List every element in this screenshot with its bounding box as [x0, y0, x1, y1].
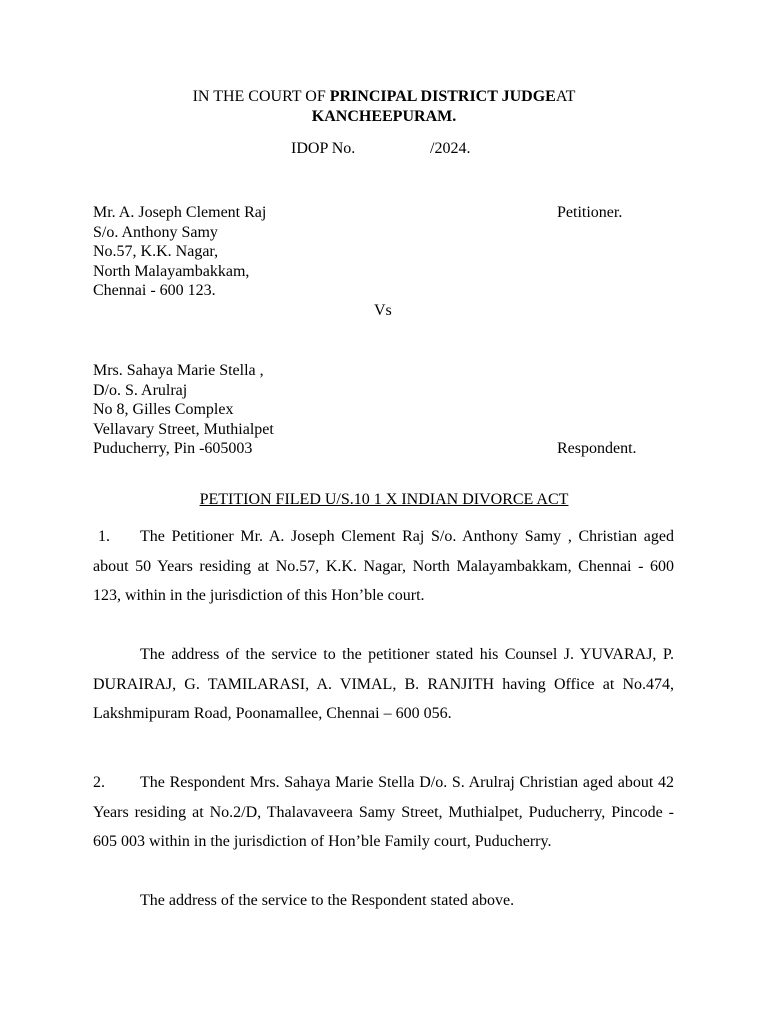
- paragraph-1-text: The Petitioner Mr. A. Joseph Clement Raj S/o. Anthony Samy , Christian aged about 50 Years residing at No.57, K.K. Nagar, North Malayambakkam, Chennai - 600 123, within in the jurisdiction of this Hon’ble court.: [93, 528, 674, 604]
- paragraph-1-number: 1.: [98, 528, 110, 545]
- paragraph-2-text: The Respondent Mrs. Sahaya Marie Stella D/o. S. Arulraj Christian aged about 42 Years residing at No.2/D, Thalavaveera Samy Street, Muthialpet, Puducherry, Pincode - 605 003 within in the jurisdiction of Hon’ble Family court, Puducherry.: [93, 774, 674, 850]
- petitioner-address: Mr. A. Joseph Clement Raj S/o. Anthony Samy No.57, K.K. Nagar, North Malayambakkam, Chennai - 600 123.: [93, 204, 267, 300]
- paragraph-2-service: [93, 886, 674, 916]
- paragraph-1: [93, 522, 674, 611]
- paragraph-2-number: 2.: [93, 774, 105, 791]
- court-heading-line2: KANCHEEPURAM.: [311, 108, 457, 125]
- paragraph-1-service: [93, 640, 674, 729]
- paragraph-1-service-text: The address of the service to the petitioner stated his Counsel J. YUVARAJ, P. DURAIRAJ, G. TAMILARASI, A. VIMAL, B. RANJITH having Office at No.474, Lakshmipuram Road, Poonamallee, Chennai – 600 056.: [93, 646, 674, 722]
- respondent-address: Mrs. Sahaya Marie Stella , D/o. S. Arulraj No 8, Gilles Complex Vellavary Street, Muthialpet Puducherry, Pin -605003: [93, 362, 274, 458]
- court-name: PRINCIPAL DISTRICT JUDGE: [329, 88, 556, 105]
- petition-title: PETITION FILED U/S.10 1 X INDIAN DIVORCE ACT: [199, 491, 569, 508]
- versus-label: Vs: [374, 302, 392, 319]
- paragraph-2: [93, 768, 674, 857]
- paragraph-2-service-text: The address of the service to the Respondent stated above.: [140, 892, 515, 909]
- case-number-label: IDOP No.: [291, 140, 356, 157]
- case-number-year: /2024.: [430, 140, 471, 157]
- respondent-role: Respondent.: [557, 440, 637, 457]
- petitioner-role: Petitioner.: [557, 204, 623, 221]
- court-heading-line1: IN THE COURT OF PRINCIPAL DISTRICT JUDGEAT: [192, 88, 576, 105]
